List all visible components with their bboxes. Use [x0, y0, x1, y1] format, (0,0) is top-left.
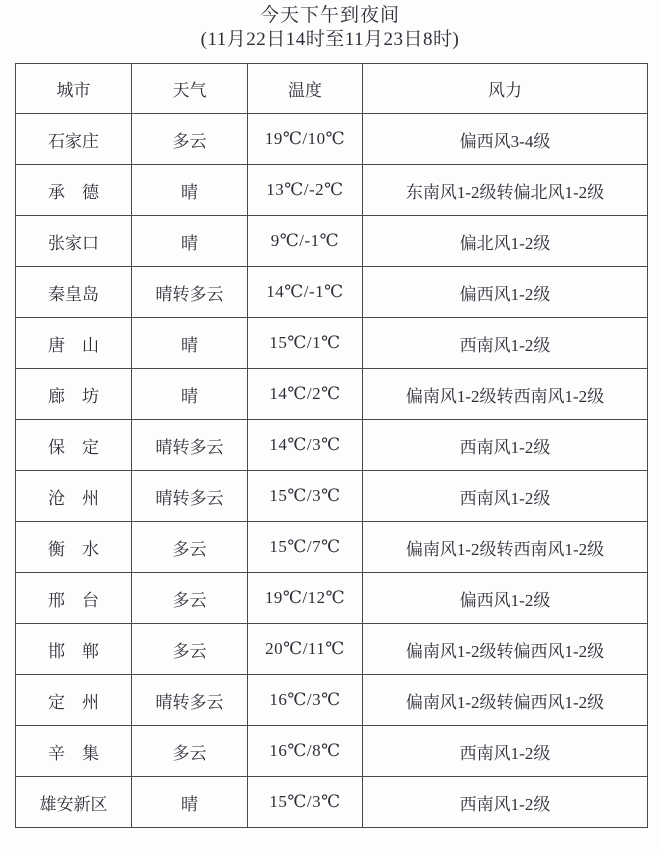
city-cell: 石家庄 — [16, 114, 132, 165]
temperature-cell: 15℃/1℃ — [248, 318, 363, 369]
weather-cell: 多云 — [132, 573, 248, 624]
table-row — [16, 114, 648, 165]
weather-cell: 多云 — [132, 114, 248, 165]
weather-cell: 晴转多云 — [132, 471, 248, 522]
wind-cell: 偏西风1-2级 — [363, 267, 648, 318]
temperature-cell: 15℃/7℃ — [248, 522, 363, 573]
table-row — [16, 777, 648, 828]
table-row — [16, 369, 648, 420]
city-cell: 邯 郸 — [16, 624, 132, 675]
weather-cell: 晴 — [132, 777, 248, 828]
city-cell: 秦皇岛 — [16, 267, 132, 318]
wind-cell: 西南风1-2级 — [363, 726, 648, 777]
column-header-temperature: 温度 — [248, 64, 363, 114]
table-row — [16, 624, 648, 675]
city-cell: 雄安新区 — [16, 777, 132, 828]
wind-cell: 偏南风1-2级转偏西风1-2级 — [363, 675, 648, 726]
weather-table-body — [16, 114, 648, 828]
wind-cell: 西南风1-2级 — [363, 471, 648, 522]
city-cell: 唐 山 — [16, 318, 132, 369]
temperature-cell: 16℃/3℃ — [248, 675, 363, 726]
column-header-city: 城市 — [16, 64, 132, 114]
weather-cell: 晴 — [132, 216, 248, 267]
temperature-cell: 15℃/3℃ — [248, 777, 363, 828]
temperature-cell: 19℃/10℃ — [248, 114, 363, 165]
wind-cell: 偏南风1-2级转西南风1-2级 — [363, 369, 648, 420]
weather-cell: 晴转多云 — [132, 420, 248, 471]
weather-cell: 晴 — [132, 369, 248, 420]
wind-cell: 西南风1-2级 — [363, 777, 648, 828]
wind-cell: 西南风1-2级 — [363, 318, 648, 369]
temperature-cell: 16℃/8℃ — [248, 726, 363, 777]
table-row — [16, 522, 648, 573]
table-row — [16, 165, 648, 216]
table-row — [16, 420, 648, 471]
city-cell: 邢 台 — [16, 573, 132, 624]
city-cell: 衡 水 — [16, 522, 132, 573]
city-cell: 廊 坊 — [16, 369, 132, 420]
table-row — [16, 573, 648, 624]
temperature-cell: 15℃/3℃ — [248, 471, 363, 522]
weather-cell: 多云 — [132, 522, 248, 573]
wind-cell: 偏西风1-2级 — [363, 573, 648, 624]
wind-cell: 偏南风1-2级转偏西风1-2级 — [363, 624, 648, 675]
wind-cell: 偏南风1-2级转西南风1-2级 — [363, 522, 648, 573]
city-cell: 沧 州 — [16, 471, 132, 522]
temperature-cell: 14℃/-1℃ — [248, 267, 363, 318]
wind-cell: 东南风1-2级转偏北风1-2级 — [363, 165, 648, 216]
report-header — [0, 0, 660, 52]
wind-cell: 偏西风3-4级 — [363, 114, 648, 165]
table-header-row — [16, 64, 648, 114]
temperature-cell: 13℃/-2℃ — [248, 165, 363, 216]
city-cell: 保 定 — [16, 420, 132, 471]
table-row — [16, 216, 648, 267]
weather-cell: 多云 — [132, 624, 248, 675]
weather-cell: 晴 — [132, 165, 248, 216]
table-row — [16, 675, 648, 726]
city-cell: 承 德 — [16, 165, 132, 216]
temperature-cell: 19℃/12℃ — [248, 573, 363, 624]
table-row — [16, 318, 648, 369]
weather-cell: 晴转多云 — [132, 267, 248, 318]
city-cell: 辛 集 — [16, 726, 132, 777]
weather-cell: 晴 — [132, 318, 248, 369]
temperature-cell: 14℃/2℃ — [248, 369, 363, 420]
wind-cell: 偏北风1-2级 — [363, 216, 648, 267]
table-row — [16, 267, 648, 318]
table-row — [16, 471, 648, 522]
temperature-cell: 9℃/-1℃ — [248, 216, 363, 267]
temperature-cell: 14℃/3℃ — [248, 420, 363, 471]
table-row — [16, 726, 648, 777]
weather-cell: 多云 — [132, 726, 248, 777]
wind-cell: 西南风1-2级 — [363, 420, 648, 471]
page-subtitle: (11月22日14时至11月23日8时) — [200, 29, 460, 50]
city-cell: 定 州 — [16, 675, 132, 726]
weather-cell: 晴转多云 — [132, 675, 248, 726]
column-header-wind: 风力 — [363, 64, 648, 114]
weather-forecast-table — [15, 63, 648, 828]
column-header-weather: 天气 — [132, 64, 248, 114]
temperature-cell: 20℃/11℃ — [248, 624, 363, 675]
city-cell: 张家口 — [16, 216, 132, 267]
page-title: 今天下午到夜间 — [259, 5, 400, 26]
